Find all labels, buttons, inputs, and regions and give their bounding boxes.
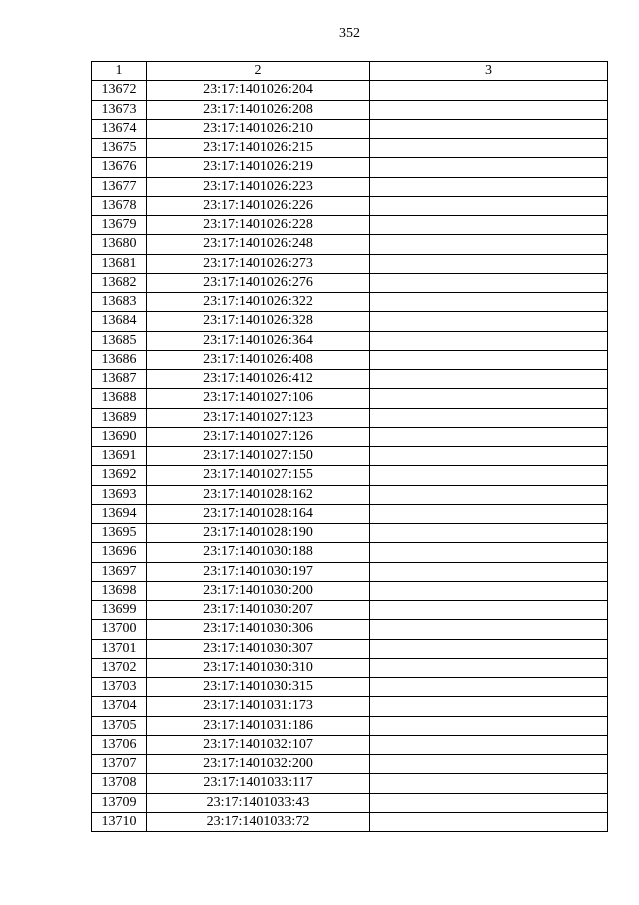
row-number-cell: 13698 [92, 581, 147, 600]
table-row [92, 216, 608, 235]
notes-cell [370, 716, 608, 735]
row-number-cell: 13702 [92, 658, 147, 677]
notes-cell [370, 389, 608, 408]
notes-cell [370, 581, 608, 600]
notes-cell [370, 562, 608, 581]
cadastral-number-cell: 23:17:1401032:107 [147, 735, 370, 754]
row-number-cell: 13684 [92, 312, 147, 331]
notes-cell [370, 254, 608, 273]
row-number-cell: 13687 [92, 370, 147, 389]
cadastral-number-cell: 23:17:1401026:226 [147, 196, 370, 215]
notes-cell [370, 312, 608, 331]
cadastral-number-cell: 23:17:1401033:72 [147, 812, 370, 831]
cadastral-number-cell: 23:17:1401030:307 [147, 639, 370, 658]
table-body [92, 81, 608, 832]
row-number-cell: 13689 [92, 408, 147, 427]
table-row [92, 524, 608, 543]
table-row [92, 658, 608, 677]
row-number-cell: 13701 [92, 639, 147, 658]
row-number-cell: 13688 [92, 389, 147, 408]
column-header-3: 3 [370, 62, 608, 81]
row-number-cell: 13692 [92, 466, 147, 485]
row-number-cell: 13707 [92, 755, 147, 774]
cadastral-number-cell: 23:17:1401027:155 [147, 466, 370, 485]
table-row [92, 312, 608, 331]
table-row [92, 639, 608, 658]
cadastral-number-cell: 23:17:1401031:173 [147, 697, 370, 716]
cadastral-number-cell: 23:17:1401028:162 [147, 485, 370, 504]
notes-cell [370, 370, 608, 389]
notes-cell [370, 158, 608, 177]
cadastral-number-cell: 23:17:1401026:223 [147, 177, 370, 196]
cadastral-number-cell: 23:17:1401026:322 [147, 293, 370, 312]
notes-cell [370, 177, 608, 196]
notes-cell [370, 293, 608, 312]
table-row [92, 793, 608, 812]
row-number-cell: 13683 [92, 293, 147, 312]
table-row [92, 562, 608, 581]
notes-cell [370, 100, 608, 119]
cadastral-number-cell: 23:17:1401033:43 [147, 793, 370, 812]
row-number-cell: 13706 [92, 735, 147, 754]
notes-cell [370, 658, 608, 677]
row-number-cell: 13695 [92, 524, 147, 543]
table-row [92, 427, 608, 446]
table-row [92, 504, 608, 523]
table-row [92, 350, 608, 369]
notes-cell [370, 812, 608, 831]
cadastral-number-cell: 23:17:1401026:204 [147, 81, 370, 100]
cadastral-number-cell: 23:17:1401033:117 [147, 774, 370, 793]
row-number-cell: 13682 [92, 273, 147, 292]
row-number-cell: 13693 [92, 485, 147, 504]
table-row [92, 678, 608, 697]
row-number-cell: 13708 [92, 774, 147, 793]
table-row [92, 100, 608, 119]
notes-cell [370, 139, 608, 158]
cadastral-number-cell: 23:17:1401028:190 [147, 524, 370, 543]
notes-cell [370, 639, 608, 658]
registry-table [91, 61, 608, 832]
cadastral-number-cell: 23:17:1401026:273 [147, 254, 370, 273]
table-row [92, 755, 608, 774]
table-row [92, 466, 608, 485]
cadastral-number-cell: 23:17:1401032:200 [147, 755, 370, 774]
row-number-cell: 13699 [92, 601, 147, 620]
table-row [92, 81, 608, 100]
cadastral-number-cell: 23:17:1401027:123 [147, 408, 370, 427]
cadastral-number-cell: 23:17:1401030:306 [147, 620, 370, 639]
cadastral-number-cell: 23:17:1401030:197 [147, 562, 370, 581]
row-number-cell: 13703 [92, 678, 147, 697]
notes-cell [370, 196, 608, 215]
table-row [92, 273, 608, 292]
table-row [92, 812, 608, 831]
notes-cell [370, 331, 608, 350]
table-row [92, 485, 608, 504]
table-row [92, 716, 608, 735]
row-number-cell: 13680 [92, 235, 147, 254]
row-number-cell: 13679 [92, 216, 147, 235]
notes-cell [370, 273, 608, 292]
row-number-cell: 13710 [92, 812, 147, 831]
cadastral-number-cell: 23:17:1401026:276 [147, 273, 370, 292]
cadastral-number-cell: 23:17:1401030:200 [147, 581, 370, 600]
notes-cell [370, 447, 608, 466]
row-number-cell: 13705 [92, 716, 147, 735]
table-row [92, 389, 608, 408]
notes-cell [370, 119, 608, 138]
notes-cell [370, 697, 608, 716]
table-row [92, 735, 608, 754]
notes-cell [370, 543, 608, 562]
table-row [92, 254, 608, 273]
row-number-cell: 13673 [92, 100, 147, 119]
notes-cell [370, 620, 608, 639]
row-number-cell: 13691 [92, 447, 147, 466]
table-row [92, 293, 608, 312]
notes-cell [370, 504, 608, 523]
table-row [92, 177, 608, 196]
page-number: 352 [339, 26, 360, 41]
cadastral-number-cell: 23:17:1401026:219 [147, 158, 370, 177]
notes-cell [370, 793, 608, 812]
table-row [92, 774, 608, 793]
cadastral-number-cell: 23:17:1401026:364 [147, 331, 370, 350]
notes-cell [370, 678, 608, 697]
cadastral-number-cell: 23:17:1401026:228 [147, 216, 370, 235]
table-header-row [92, 62, 608, 81]
notes-cell [370, 755, 608, 774]
cadastral-number-cell: 23:17:1401027:150 [147, 447, 370, 466]
row-number-cell: 13674 [92, 119, 147, 138]
cadastral-number-cell: 23:17:1401028:164 [147, 504, 370, 523]
row-number-cell: 13675 [92, 139, 147, 158]
cadastral-number-cell: 23:17:1401030:310 [147, 658, 370, 677]
cadastral-number-cell: 23:17:1401026:412 [147, 370, 370, 389]
notes-cell [370, 524, 608, 543]
notes-cell [370, 466, 608, 485]
table-row [92, 119, 608, 138]
cadastral-number-cell: 23:17:1401031:186 [147, 716, 370, 735]
row-number-cell: 13676 [92, 158, 147, 177]
cadastral-number-cell: 23:17:1401026:328 [147, 312, 370, 331]
row-number-cell: 13685 [92, 331, 147, 350]
table-row [92, 370, 608, 389]
table-row [92, 620, 608, 639]
notes-cell [370, 350, 608, 369]
notes-cell [370, 601, 608, 620]
row-number-cell: 13709 [92, 793, 147, 812]
cadastral-number-cell: 23:17:1401027:106 [147, 389, 370, 408]
row-number-cell: 13704 [92, 697, 147, 716]
cadastral-number-cell: 23:17:1401030:207 [147, 601, 370, 620]
notes-cell [370, 408, 608, 427]
cadastral-number-cell: 23:17:1401030:188 [147, 543, 370, 562]
table-row [92, 196, 608, 215]
cadastral-number-cell: 23:17:1401026:208 [147, 100, 370, 119]
table-row [92, 408, 608, 427]
row-number-cell: 13677 [92, 177, 147, 196]
row-number-cell: 13690 [92, 427, 147, 446]
table-row [92, 697, 608, 716]
table-row [92, 543, 608, 562]
table-row [92, 331, 608, 350]
notes-cell [370, 427, 608, 446]
cadastral-number-cell: 23:17:1401026:408 [147, 350, 370, 369]
row-number-cell: 13696 [92, 543, 147, 562]
column-header-2: 2 [147, 62, 370, 81]
table-row [92, 581, 608, 600]
row-number-cell: 13681 [92, 254, 147, 273]
row-number-cell: 13678 [92, 196, 147, 215]
row-number-cell: 13697 [92, 562, 147, 581]
row-number-cell: 13694 [92, 504, 147, 523]
row-number-cell: 13686 [92, 350, 147, 369]
row-number-cell: 13700 [92, 620, 147, 639]
column-header-1: 1 [92, 62, 147, 81]
notes-cell [370, 774, 608, 793]
notes-cell [370, 81, 608, 100]
notes-cell [370, 216, 608, 235]
table-row [92, 158, 608, 177]
cadastral-number-cell: 23:17:1401026:248 [147, 235, 370, 254]
table-row [92, 447, 608, 466]
row-number-cell: 13672 [92, 81, 147, 100]
table-row [92, 601, 608, 620]
cadastral-number-cell: 23:17:1401026:215 [147, 139, 370, 158]
cadastral-number-cell: 23:17:1401030:315 [147, 678, 370, 697]
cadastral-number-cell: 23:17:1401027:126 [147, 427, 370, 446]
table-row [92, 235, 608, 254]
notes-cell [370, 235, 608, 254]
cadastral-number-cell: 23:17:1401026:210 [147, 119, 370, 138]
table-row [92, 139, 608, 158]
notes-cell [370, 735, 608, 754]
notes-cell [370, 485, 608, 504]
